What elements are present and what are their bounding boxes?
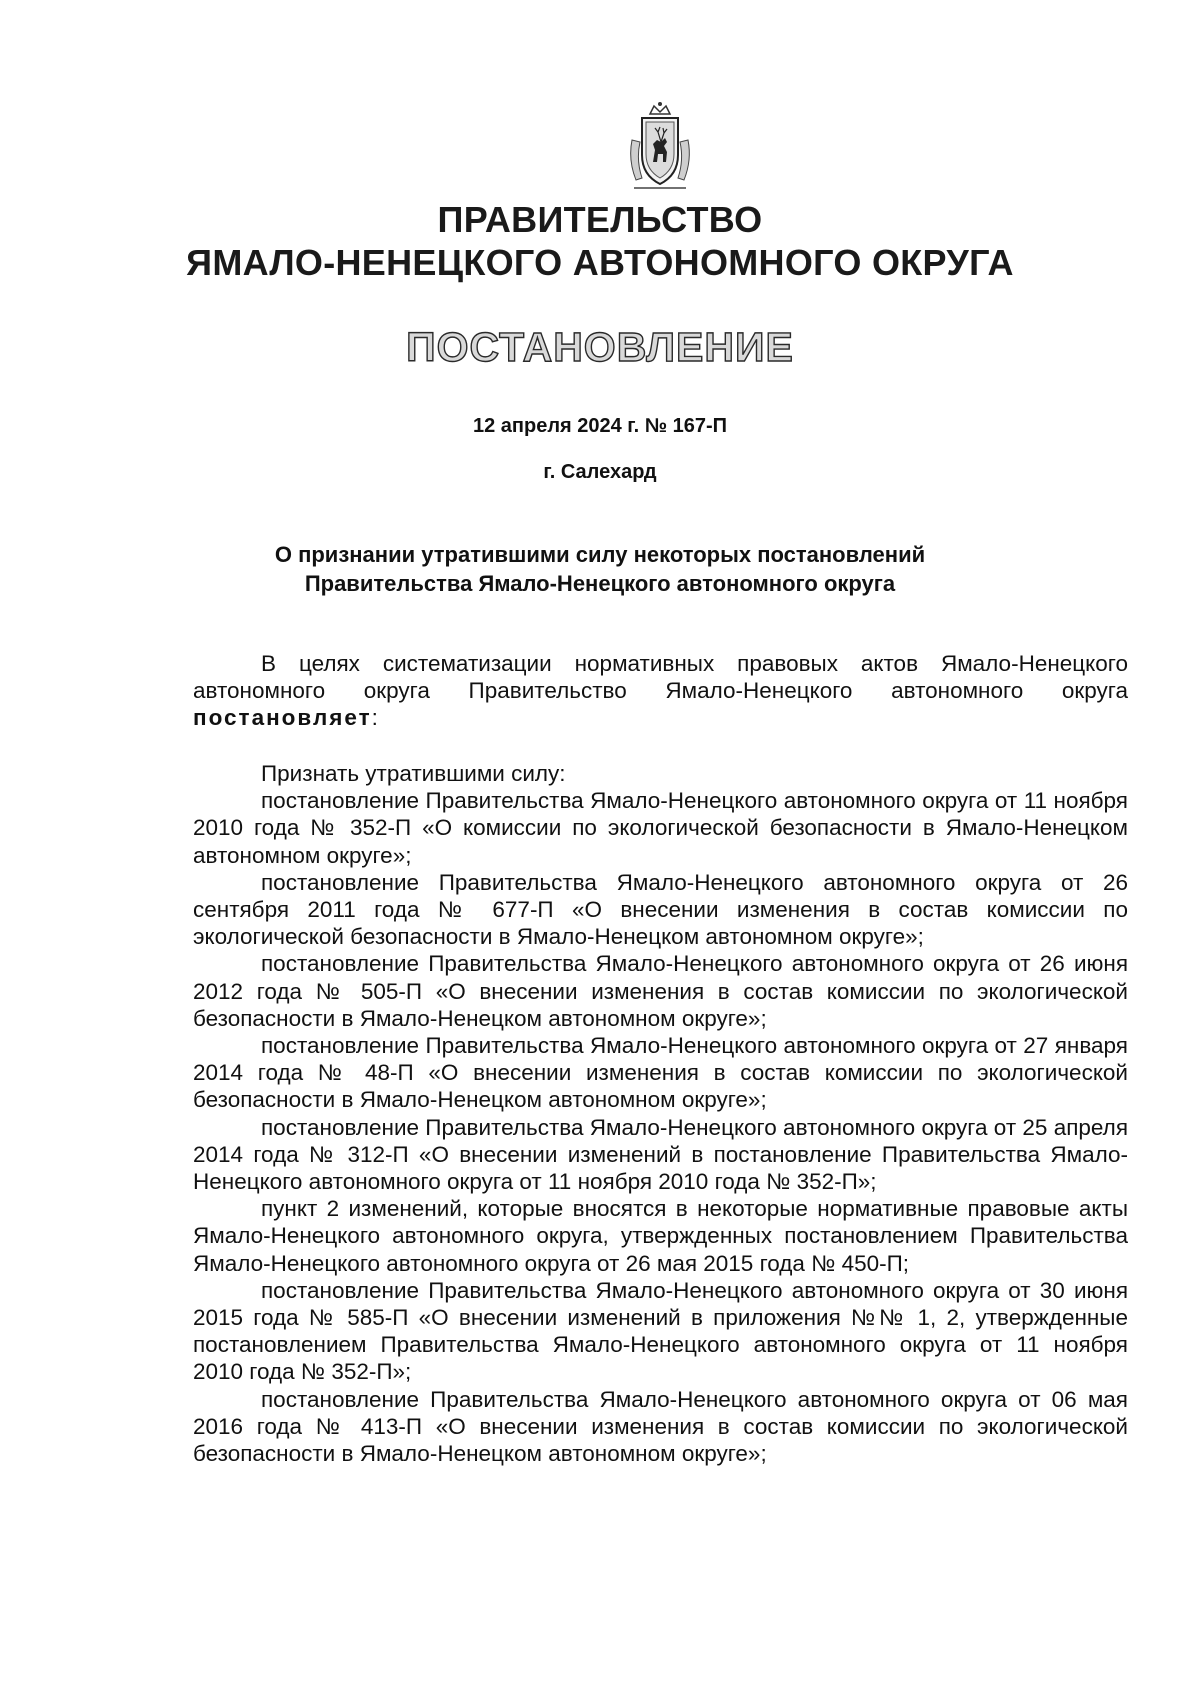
city: г. Салехард: [543, 461, 657, 483]
intro-tail: :: [371, 705, 378, 731]
government-line-1: ПРАВИТЕЛЬСТВО: [437, 199, 763, 240]
list-lead: Признать утратившими силу:: [261, 761, 566, 786]
intro-paragraph: [193, 650, 1128, 732]
list-item: постановление Правительства Ямало-Ненецкого автономного округа от 26 сентября 2011 года № 677-П «О внесении изменения в состав комиссии по экологической безопасности в Ямало-Ненецком автономном округе»;: [193, 869, 1128, 950]
intro-text: В целях систематизации нормативных правовых актов Ямало-Ненецкого автономного округа Правительство Ямало-Ненецкого автономного округа: [193, 651, 1128, 704]
coat-of-arms-emblem: [620, 100, 700, 195]
document-type: ПОСТАНОВЛЕНИЕ: [406, 324, 794, 370]
list-item: постановление Правительства Ямало-Ненецкого автономного округа от 27 января 2014 года № 48-П «О внесении изменения в состав комиссии по экологической безопасности в Ямало-Ненецком автономном округе»;: [193, 1033, 1128, 1113]
intro-emphasis: постановляет: [193, 705, 372, 731]
repeal-list: [193, 760, 1128, 1467]
list-item: постановление Правительства Ямало-Ненецкого автономного округа от 25 апреля 2014 года № 312-П «О внесении изменений в постановление Правительства Ямало-Ненецкого автономного округа от 11 ноября 2010 года № 352-П»;: [193, 1114, 1128, 1195]
government-line-2: ЯМАЛО-НЕНЕЦКОГО АВТОНОМНОГО ОКРУГА: [186, 242, 1014, 283]
list-item: постановление Правительства Ямало-Ненецкого автономного округа от 26 июня 2012 года № 505-П «О внесении изменения в состав комиссии по экологической безопасности в Ямало-Ненецком автономном округе»;: [193, 951, 1128, 1031]
list-item: постановление Правительства Ямало-Ненецкого автономного округа от 11 ноября 2010 года № 352-П «О комиссии по экологической безопасности в Ямало-Ненецком автономном округе»;: [193, 788, 1128, 868]
subject-line-2: Правительства Ямало-Ненецкого автономного округа: [304, 571, 896, 596]
subject-line-1: О признании утратившими силу некоторых постановлений: [274, 542, 926, 567]
list-item: постановление Правительства Ямало-Ненецкого автономного округа от 06 мая 2016 года № 413-П «О внесении изменения в состав комиссии по экологической безопасности в Ямало-Ненецком автономном округе»;: [193, 1386, 1128, 1467]
date-and-number: 12 апреля 2024 г. № 167-П: [472, 415, 728, 437]
list-item: постановление Правительства Ямало-Ненецкого автономного округа от 30 июня 2015 года № 585-П «О внесении изменений в приложения №№ 1, 2, утвержденные постановлением Правительства Ямало-Ненецкого автономного округа от 11 ноября 2010 года № 352-П»;: [193, 1277, 1128, 1385]
list-item: пункт 2 изменений, которые вносятся в некоторые нормативные правовые акты Ямало-Ненецкого автономного округа, утвержденных постановлением Правительства Ямало-Ненецкого автономного округа от 26 мая 2015 года № 450-П;: [193, 1196, 1128, 1276]
government-title: [0, 198, 1200, 284]
document-subject: [0, 540, 1200, 598]
